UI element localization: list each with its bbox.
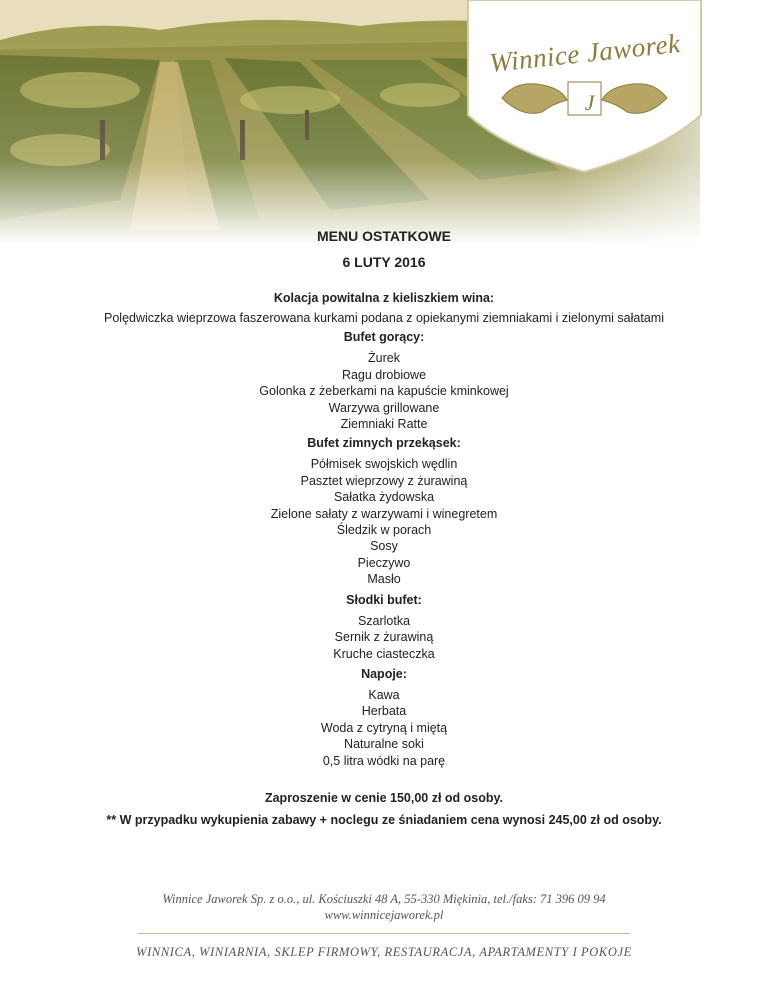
list-item: Zielone sałaty z warzywami i winegretem — [270, 506, 498, 521]
list-item: Sosy — [370, 539, 398, 554]
list-item: Woda z cytryną i miętą — [320, 720, 448, 735]
section-heading-hot: Bufet gorący: — [343, 330, 425, 345]
list-item: Ziemniaki Ratte — [340, 417, 428, 432]
list-item: Pieczywo — [357, 555, 411, 570]
list-item: Pasztet wieprzowy z żurawiną — [300, 473, 468, 488]
menu-date: 6 LUTY 2016 — [342, 254, 426, 270]
list-item: Sałatka żydowska — [333, 490, 435, 505]
section-heading-cold: Bufet zimnych przekąsek: — [307, 436, 461, 451]
footer-tagline: WINNICA, WINIARNIA, SKLEP FIRMOWY, RESTAURACJA, APARTAMENTY I POKOJE — [136, 945, 632, 959]
list-item: Herbata — [361, 704, 407, 719]
list-item: Naturalne soki — [344, 737, 424, 752]
welcome-heading: Kolacja powitalna z kieliszkiem wina: — [273, 291, 495, 305]
section-heading-sweet: Słodki bufet: — [346, 592, 422, 607]
section-list-drinks — [0, 687, 768, 769]
list-item: Kawa — [368, 687, 400, 702]
section-list-hot — [0, 350, 768, 432]
price-note: Zaproszenie w cenie 150,00 zł od osoby. — [264, 790, 504, 805]
logo-text: Winnice Jaworek — [488, 28, 682, 78]
menu-title: MENU OSTATKOWE — [316, 228, 452, 244]
company-website[interactable]: www.winnicejaworek.pl — [324, 908, 444, 922]
list-item: 0,5 litra wódki na parę — [322, 753, 446, 768]
list-item: Żurek — [368, 351, 400, 366]
list-item: Śledzik w porach — [336, 523, 432, 538]
section-list-cold — [0, 456, 768, 587]
menu-content — [0, 225, 768, 829]
list-item: Golonka z żeberkami na kapuście kminkowej — [259, 384, 509, 399]
list-item: Sernik z żurawiną — [334, 630, 434, 645]
welcome-dish: Polędwiczka wieprzowa faszerowana kurkami podana z opiekanymi ziemniakami i zielonymi sałatami — [104, 311, 664, 325]
list-item: Masło — [367, 572, 401, 587]
header-banner — [0, 0, 768, 245]
list-item: Półmisek swojskich wędlin — [310, 457, 458, 472]
list-item: Warzywa grillowane — [328, 400, 440, 415]
company-address: Winnice Jaworek Sp. z o.o., ul. Kościuszki 48 A, 55-330 Miękinia, tel./faks: 71 396 09 94 — [162, 892, 606, 906]
logo-monogram: J — [584, 90, 595, 115]
section-heading-drinks: Napoje: — [361, 666, 407, 681]
list-item: Szarlotka — [357, 613, 411, 628]
section-list-sweet — [0, 613, 768, 662]
list-item: Ragu drobiowe — [341, 367, 427, 382]
list-item: Kruche ciasteczka — [333, 646, 435, 661]
extra-price-note: ** W przypadku wykupienia zabawy + noclegu ze śniadaniem cena wynosi 245,00 zł od osoby. — [106, 812, 662, 827]
footer-divider — [138, 933, 630, 934]
company-info — [0, 891, 768, 923]
